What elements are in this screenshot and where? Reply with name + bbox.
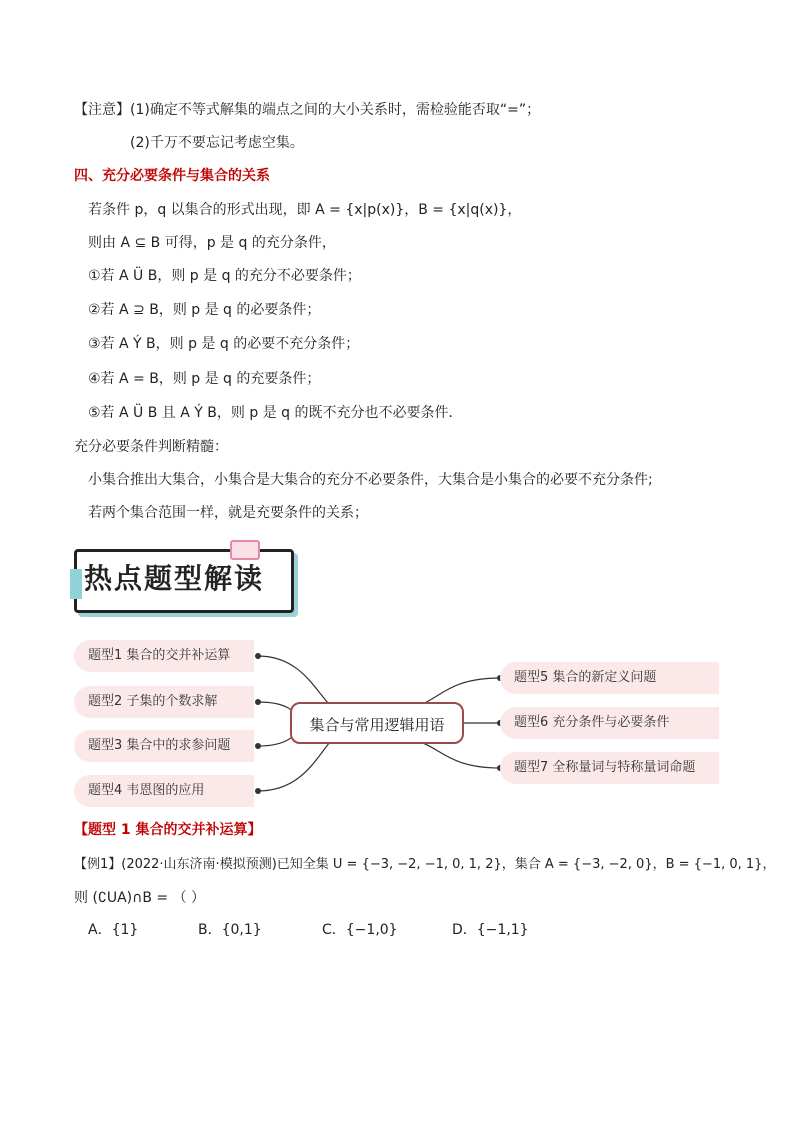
type1-heading: 【题型 1 集合的交并补运算】 bbox=[74, 822, 262, 838]
tips-title: 充分必要条件判断精髓： bbox=[74, 439, 228, 455]
option-c: C．{−1,0} bbox=[322, 922, 398, 938]
example-statement: 【例1】(2022·山东济南·模拟预测)已知全集 U = {−3, −2, −1, 0, 1, 2}，集合 A = {−3, −2, 0}，B = {−1, 0, 1}， bbox=[74, 857, 776, 872]
condition-item: ②若 A ⊇ B，则 p 是 q 的必要条件； bbox=[88, 302, 321, 318]
mindmap-node-type2: 题型2 子集的个数求解 bbox=[74, 686, 254, 718]
condition-item: ④若 A = B，则 p 是 q 的充要条件； bbox=[88, 371, 321, 387]
note-line-1: 【注意】(1)确定不等式解集的端点之间的大小关系时，需检验能否取“=”； bbox=[74, 102, 541, 118]
mindmap-node-type5: 题型5 集合的新定义问题 bbox=[500, 662, 719, 694]
tip-line-2: 若两个集合范围一样，就是充要条件的关系； bbox=[88, 505, 368, 521]
mindmap-node-type4: 题型4 韦恩图的应用 bbox=[74, 775, 254, 807]
option-d: D．{−1,1} bbox=[452, 922, 529, 938]
mindmap-node-type6: 题型6 充分条件与必要条件 bbox=[500, 707, 719, 739]
tip-line-1: 小集合推出大集合，小集合是大集合的充分不必要条件，大集合是小集合的必要不充分条件; bbox=[88, 472, 653, 488]
mindmap-node-type7: 题型7 全称量词与特称量词命题 bbox=[500, 752, 719, 784]
banner-title: 热点题型解读 bbox=[84, 562, 265, 595]
note-line-2: (2)千万不要忘记考虑空集。 bbox=[130, 135, 304, 151]
section-heading: 四、充分必要条件与集合的关系 bbox=[74, 168, 270, 184]
example-question: 则 (∁UA)∩B = （ ） bbox=[74, 890, 206, 906]
option-a: A．{1} bbox=[88, 922, 139, 938]
mindmap-center: 集合与常用逻辑用语 bbox=[290, 702, 464, 744]
condition-item: ⑤若 A Ü B 且 A Ý B，则 p 是 q 的既不充分也不必要条件． bbox=[88, 405, 463, 421]
mindmap-node-type3: 题型3 集合中的求参问题 bbox=[74, 730, 254, 762]
section-line-0: 则由 A ⊆ B 可得，p 是 q 的充分条件， bbox=[88, 235, 336, 251]
condition-item: ①若 A Ü B，则 p 是 q 的充分不必要条件； bbox=[88, 268, 361, 284]
mindmap-node-type1: 题型1 集合的交并补运算 bbox=[74, 640, 254, 672]
section-intro: 若条件 p，q 以集合的形式出现，即 A = {x|p(x)}，B = {x|q(x)}， bbox=[88, 202, 522, 218]
condition-item: ③若 A Ý B，则 p 是 q 的必要不充分条件； bbox=[88, 336, 360, 352]
option-b: B．{0,1} bbox=[198, 922, 262, 938]
